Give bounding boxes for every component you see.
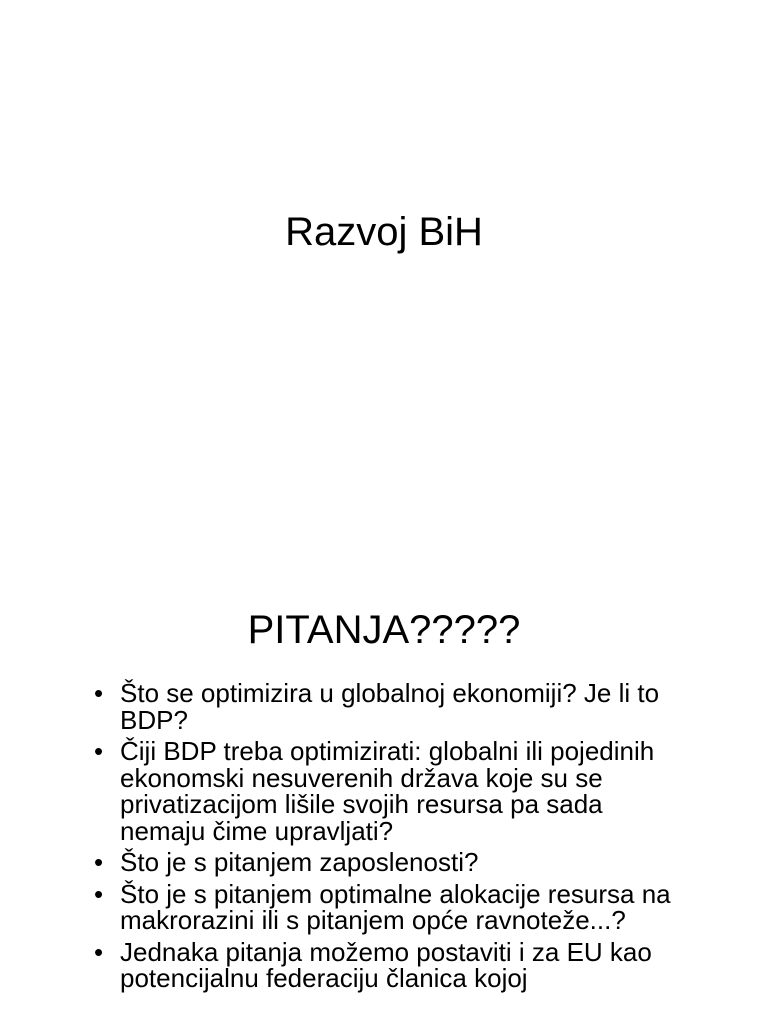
bullet-icon: • xyxy=(94,878,104,909)
slide-title: Razvoj BiH xyxy=(285,210,483,254)
list-item xyxy=(94,738,694,844)
list-item-text: Što je s pitanjem optimalne alokacije resursa na makrorazini ili s pitanjem opće ravnoteže...? xyxy=(120,878,671,935)
bullet-icon: • xyxy=(94,847,104,877)
bullet-icon: • xyxy=(94,678,104,708)
list-item xyxy=(94,936,694,993)
question-list xyxy=(94,680,694,997)
list-item-text: Što se optimizira u globalnoj ekonomiji? Je li to BDP? xyxy=(120,678,660,735)
bullet-icon: • xyxy=(94,936,104,967)
bullet-icon: • xyxy=(94,736,104,766)
list-item xyxy=(94,878,694,935)
list-item-text: Jednaka pitanja možemo postaviti i za EU kao potencijalnu federaciju članica kojoj xyxy=(120,936,652,993)
list-item xyxy=(94,680,694,733)
list-item-text: Čiji BDP treba optimizirati: globalni ili pojedinih ekonomski nesuverenih država koje su se privatizacijom lišile svojih resursa pa sada nemaju čime upravljati? xyxy=(120,736,655,846)
list-item-text: Što je s pitanjem zaposlenosti? xyxy=(120,847,479,877)
section-heading: PITANJA????? xyxy=(247,608,521,652)
list-item xyxy=(94,849,694,876)
